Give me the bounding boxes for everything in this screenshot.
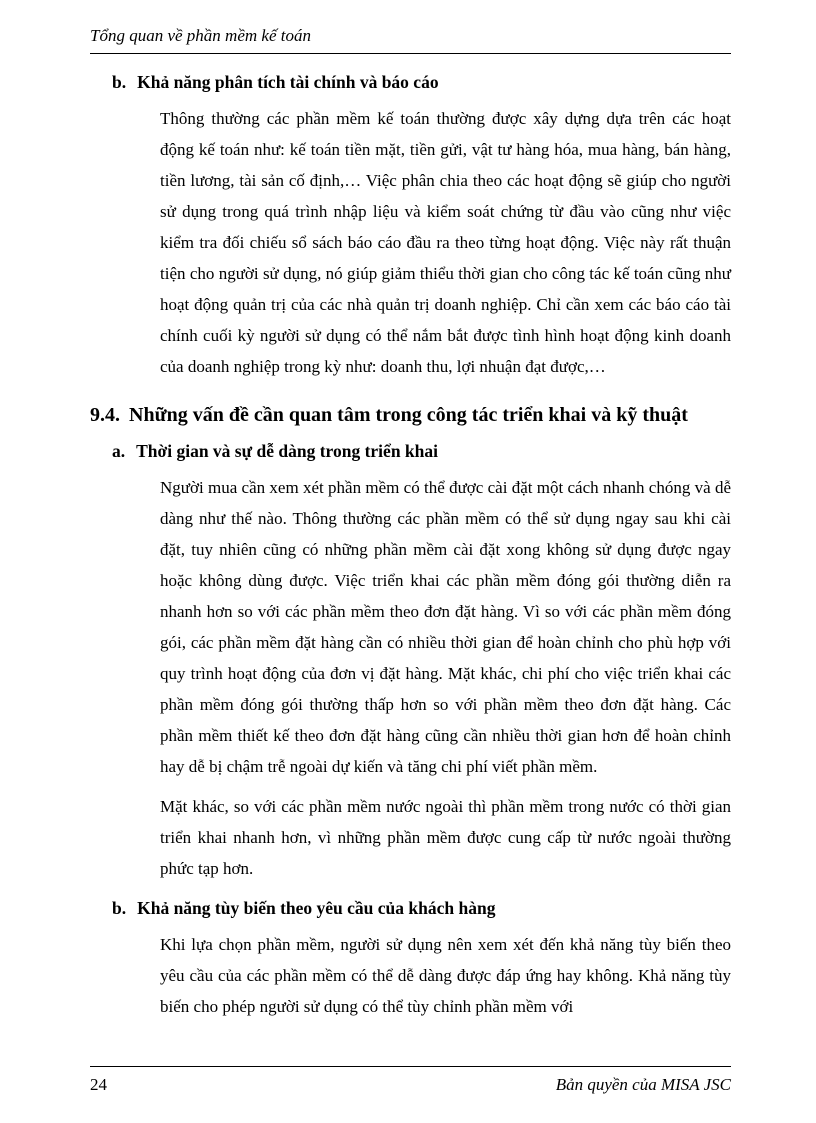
section-heading-text: Thời gian và sự dễ dàng trong triển khai (136, 441, 438, 461)
section-heading-b2 (112, 898, 731, 919)
paragraph: Khi lựa chọn phần mềm, người sử dụng nên xem xét đến khả năng tùy biến theo yêu cầu của các phần mềm có thể dễ dàng được đáp ứng hay không. Khả năng tùy biến cho phép người sử dụng có thể tùy chỉnh phần mềm với (160, 935, 731, 1016)
section-label: b. (112, 898, 127, 918)
section-heading-text: Những vấn đề cần quan tâm trong công tác triển khai và kỹ thuật (129, 404, 688, 426)
section-heading-a (112, 441, 731, 462)
page-body (90, 72, 731, 1022)
running-title: Tổng quan về phần mềm kế toán (90, 26, 311, 45)
paragraph: Thông thường các phần mềm kế toán thường được xây dựng dựa trên các hoạt động kế toán như: kế toán tiền mặt, tiền gửi, vật tư hàng hóa, mua hàng, bán hàng, tiền lương, tài sản cố định,… Việc phân chia theo các hoạt động sẽ giúp cho người sử dụng trong quá trình nhập liệu và kiểm soát chứng từ đầu vào cũng như việc kiểm tra đối chiếu sổ sách báo cáo đầu ra theo từng hoạt động. Việc này rất thuận tiện cho người sử dụng, nó giúp giảm thiểu thời gian cho công tác kế toán cũng như hoạt động quản trị của các nhà quản trị doanh nghiệp. Chỉ cần xem các báo cáo tài chính cuối kỳ người sử dụng có thể nắm bắt được tình hình hoạt động kinh doanh của doanh nghiệp trong kỳ như: doanh thu, lợi nhuận đạt được,… (160, 109, 731, 376)
section-label: a. (112, 441, 126, 461)
section-label: b. (112, 72, 127, 92)
paragraph: Người mua cần xem xét phần mềm có thể được cài đặt một cách nhanh chóng và dễ dàng như thế nào. Thông thường các phần mềm có thể sử dụng ngay sau khi cài đặt, tuy nhiên cũng có những phần mềm cài đặt xong không sử dụng được ngay hoặc không dùng được. Việc triển khai các phần mềm đóng gói thường diễn ra nhanh hơn so với các phần mềm theo đơn đặt hàng. Vì so với các phần mềm đóng gói, các phần mềm đặt hàng cần có nhiều thời gian để hoàn chỉnh cho phù hợp với quy trình hoạt động của đơn vị đặt hàng. Mặt khác, chi phí cho việc triển khai các phần mềm đóng gói thường thấp hơn so với phần mềm theo đơn đặt hàng. Các phần mềm thiết kế theo đơn đặt hàng cũng cần nhiều thời gian hơn để hoàn chỉnh hay dễ bị chậm trễ ngoài dự kiến và tăng chi phí viết phần mềm. (160, 478, 731, 776)
section-heading-94 (90, 404, 731, 427)
paragraph: Mặt khác, so với các phần mềm nước ngoài thì phần mềm trong nước có thời gian triển khai nhanh hơn, vì những phần mềm được cung cấp từ nước ngoài thường phức tạp hơn. (160, 797, 731, 878)
section-heading-text: Khả năng tùy biến theo yêu cầu của khách hàng (137, 898, 496, 918)
page-number: 24 (90, 1075, 107, 1094)
page-header (90, 26, 731, 54)
page-footer (90, 1066, 731, 1095)
section-label: 9.4. (90, 404, 120, 426)
section-heading-text: Khả năng phân tích tài chính và báo cáo (137, 72, 439, 92)
section-heading-b1 (112, 72, 731, 93)
copyright-text: Bản quyền của MISA JSC (555, 1075, 731, 1094)
